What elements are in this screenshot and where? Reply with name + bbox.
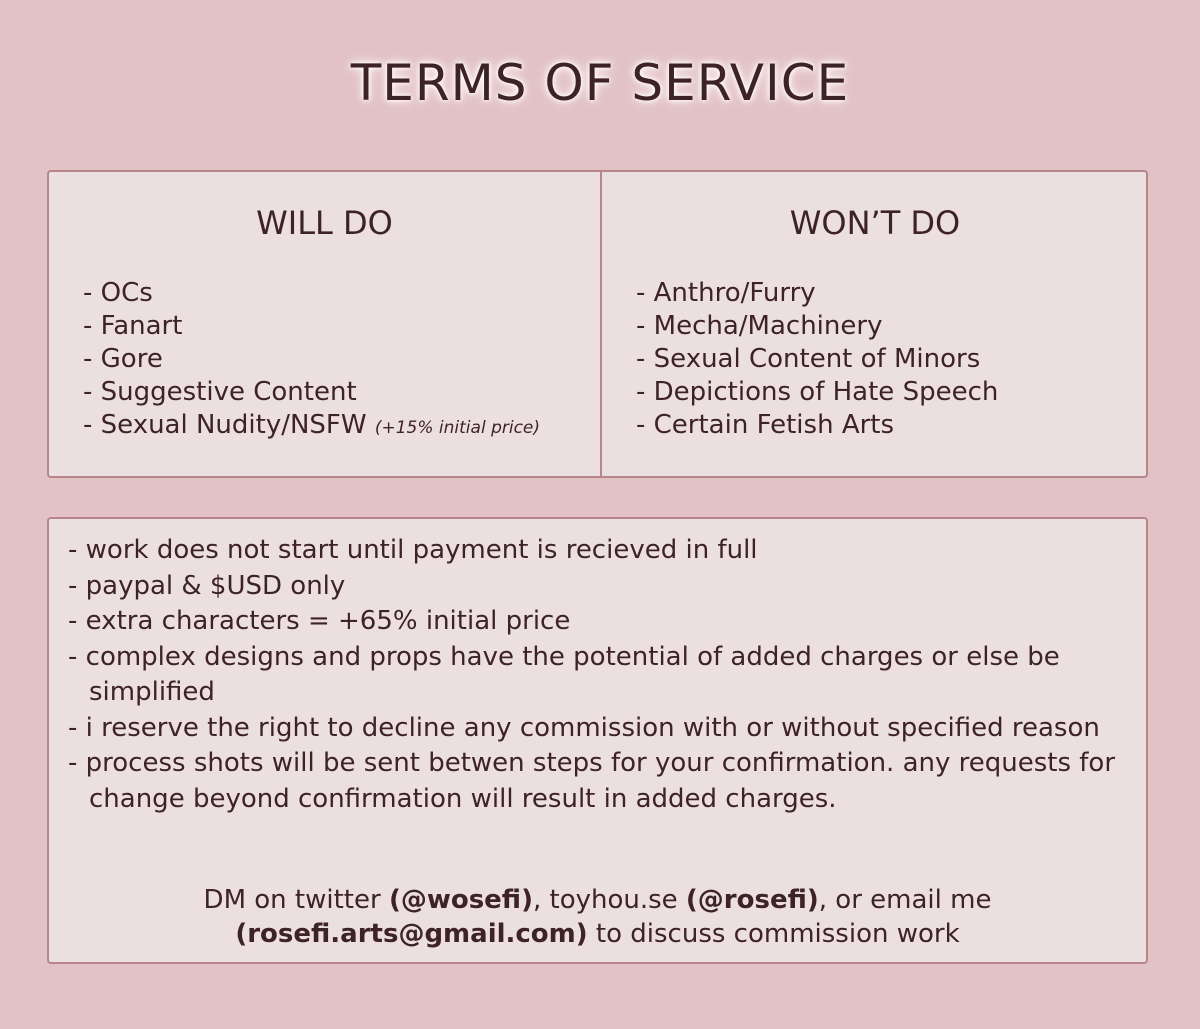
will-do-heading: WILL DO xyxy=(256,204,393,242)
will-do-column xyxy=(49,172,600,476)
will-do-list xyxy=(83,277,540,445)
list-item xyxy=(83,409,540,445)
list-item: - Depictions of Hate Speech xyxy=(636,377,999,407)
list-item: - Sexual Content of Minors xyxy=(636,344,981,374)
nsfw-item-label: - Sexual Nudity/NSFW xyxy=(83,410,367,440)
toyhouse-handle: (@rosefi) xyxy=(685,885,819,915)
rule-item: - complex designs and props have the potential of added charges or else be simplified xyxy=(68,641,1060,707)
rule-item: - work does not start until payment is recieved in full xyxy=(68,535,758,565)
twitter-handle: (@wosefi) xyxy=(388,885,533,915)
contact-prefix: DM on twitter xyxy=(203,885,389,915)
rules-list xyxy=(68,533,1128,817)
wont-do-heading: WON’T DO xyxy=(789,204,961,242)
page-title: TERMS OF SERVICE xyxy=(350,54,850,112)
contact-closing: to discuss commission work xyxy=(587,919,960,949)
rule-item: - paypal & $USD only xyxy=(68,570,346,601)
contact-suffix: , or email me xyxy=(818,885,992,915)
list-item: - Anthro/Furry xyxy=(636,278,816,308)
rule-item: - process shots will be sent betwen steps for your confirmation. any requests for change beyond confirmation will result in added charges. xyxy=(68,748,1116,814)
contact-info xyxy=(49,883,1146,951)
wont-do-list xyxy=(636,277,998,442)
rule-item: - extra characters = +65% initial price xyxy=(68,606,571,636)
list-item: - Fanart xyxy=(83,311,183,341)
list-item: - Mecha/Machinery xyxy=(636,311,883,341)
list-item: - Suggestive Content xyxy=(83,377,357,407)
list-item: - OCs xyxy=(83,278,153,308)
do-dont-panel xyxy=(47,170,1148,478)
email-address: (rosefi.arts@gmail.com) xyxy=(235,919,588,949)
rule-item: - i reserve the right to decline any commission with or without specified reason xyxy=(68,712,1100,743)
list-item: - Gore xyxy=(83,344,163,374)
nsfw-price-note: (+15% initial price) xyxy=(374,418,541,438)
wont-do-column xyxy=(602,172,1148,476)
contact-mid: , toyhou.se xyxy=(532,885,686,915)
list-item: - Certain Fetish Arts xyxy=(636,410,895,440)
rules-panel xyxy=(47,517,1148,964)
